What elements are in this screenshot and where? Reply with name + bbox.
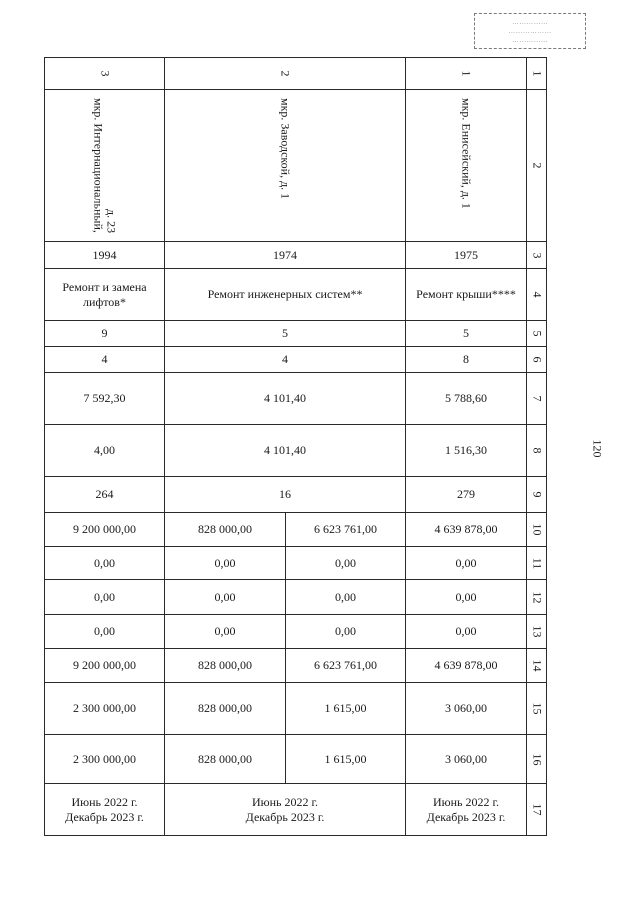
table-row [45,58,547,90]
table-cell: 1 516,30 [406,425,527,477]
table-cell: 5 [406,321,527,347]
row-number: 9 [527,477,547,513]
table-cell: 1 [406,58,527,90]
table-cell: 0,00 [406,547,527,580]
row-number: 5 [527,321,547,347]
row-number: 4 [527,269,547,321]
table-cell: 6 623 761,00 [286,649,406,683]
table-cell: Ремонт инженерных систем** [165,269,406,321]
table-cell: 0,00 [45,580,165,615]
table-cell: 828 000,00 [165,513,286,547]
address-line: мкр. Енисейский, д. 1 [459,98,474,209]
row-number: 11 [527,547,547,580]
table-cell: 5 [165,321,406,347]
table-cell: Июнь 2022 г. Декабрь 2023 г. [406,784,527,836]
table-cell: 9 [45,321,165,347]
row-number: 1 [527,58,547,90]
table-cell: 4,00 [45,425,165,477]
table-cell: 0,00 [406,615,527,649]
row-number: 7 [527,373,547,425]
row-number: 8 [527,425,547,477]
row-number: 2 [527,90,547,242]
table-cell: 2 300 000,00 [45,735,165,784]
address-line: д. 23 [104,208,119,233]
address-line: мкр. Заводской, д. 1 [278,98,293,200]
table-row [45,90,547,242]
table-cell: 0,00 [286,547,406,580]
table-cell: 3 [45,58,165,90]
approval-stamp [474,13,586,49]
table-cell: Июнь 2022 г. Декабрь 2023 г. [45,784,165,836]
table-row [45,242,547,269]
table-row [45,615,547,649]
table-row [45,347,547,373]
table-cell: 9 200 000,00 [45,649,165,683]
table-cell: 0,00 [286,580,406,615]
table-cell: 0,00 [165,615,286,649]
table-row [45,580,547,615]
row-number: 16 [527,735,547,784]
table-cell: 16 [165,477,406,513]
table-cell: 828 000,00 [165,649,286,683]
table-cell: 4 101,40 [165,425,406,477]
table-cell: 2 300 000,00 [45,683,165,735]
table-cell: 0,00 [165,547,286,580]
table-cell: 279 [406,477,527,513]
table-cell: Июнь 2022 г. Декабрь 2023 г. [165,784,406,836]
table-cell: 828 000,00 [165,683,286,735]
table-cell: Ремонт крыши**** [406,269,527,321]
table-row [45,547,547,580]
table-row [45,649,547,683]
table-cell: 4 [45,347,165,373]
table-cell: 0,00 [286,615,406,649]
table-row [45,477,547,513]
table-cell: 3 060,00 [406,683,527,735]
row-number: 6 [527,347,547,373]
table-cell: 1994 [45,242,165,269]
table-row [45,321,547,347]
row-number: 14 [527,649,547,683]
row-number: 15 [527,683,547,735]
table-row [45,425,547,477]
table-row [45,683,547,735]
table-row [45,269,547,321]
stamp-line: ……………… [508,28,552,35]
table-cell: 0,00 [45,615,165,649]
row-number: 17 [527,784,547,836]
table-row [45,373,547,425]
table-cell: 8 [406,347,527,373]
table-row [45,735,547,784]
table-cell: 4 639 878,00 [406,513,527,547]
table-cell: 0,00 [165,580,286,615]
table-cell: 9 200 000,00 [45,513,165,547]
table-cell: 0,00 [45,547,165,580]
stamp-line: …………… [512,19,548,26]
table-row [45,513,547,547]
table-cell: Ремонт и замена лифтов* [45,269,165,321]
table-cell: 5 788,60 [406,373,527,425]
table-cell: 4 639 878,00 [406,649,527,683]
page-number: 120 [590,439,605,458]
table-cell: 4 101,40 [165,373,406,425]
table-cell: 264 [45,477,165,513]
table-cell: 3 060,00 [406,735,527,784]
address-cell [45,90,165,242]
row-number: 12 [527,580,547,615]
address-cell [165,90,406,242]
table-cell: 1 615,00 [286,735,406,784]
row-number: 3 [527,242,547,269]
table-cell: 828 000,00 [165,735,286,784]
row-number: 10 [527,513,547,547]
table-cell: 6 623 761,00 [286,513,406,547]
table-cell: 1974 [165,242,406,269]
table-cell: 0,00 [406,580,527,615]
table-cell: 4 [165,347,406,373]
table-cell: 2 [165,58,406,90]
table-cell: 1975 [406,242,527,269]
stamp-line: …………… [512,37,548,44]
row-number: 13 [527,615,547,649]
table-row [45,784,547,836]
address-line: мкр. Интернациональный, [91,98,106,233]
repair-table [44,57,547,836]
table-cell: 7 592,30 [45,373,165,425]
address-cell [406,90,527,242]
table-cell: 1 615,00 [286,683,406,735]
